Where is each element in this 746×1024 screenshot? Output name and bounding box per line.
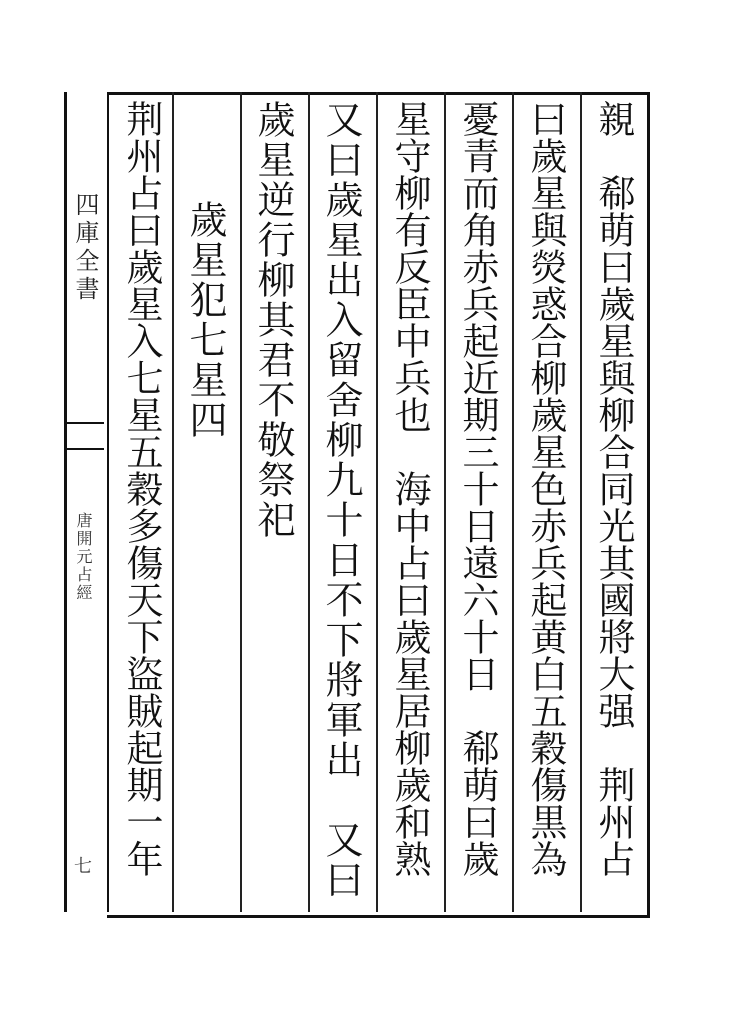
- text-frame-left-border: [107, 92, 109, 912]
- column-text: 星守柳有反臣中兵也 海中占曰歲星居柳歲和熟: [388, 100, 431, 877]
- text-column-1: [584, 100, 642, 910]
- page-number: 七: [74, 856, 92, 877]
- column-rule: [580, 92, 582, 912]
- fold-edge-line: [64, 92, 67, 912]
- section-heading: 歲星犯七星四: [183, 200, 227, 440]
- text-column-4: [380, 100, 438, 910]
- column-rule: [444, 92, 446, 912]
- fold-fishtail-mark: [64, 422, 104, 450]
- column-rule: [240, 92, 242, 912]
- text-column-6: [244, 100, 302, 910]
- column-text: 親 郗萌曰歲星與柳合同光其國將大强 荆州占: [592, 100, 635, 877]
- column-text: 曰歲星與熒惑合柳歲星色赤兵起黄白五穀傷黒為: [524, 100, 567, 877]
- column-text: 又曰歲星出入留舍柳九十日不下將軍出 又曰: [319, 100, 363, 900]
- fold-series-title: 四庫全書: [71, 192, 99, 304]
- column-rule: [376, 92, 378, 912]
- fold-margin: [64, 92, 106, 912]
- text-column-8: [112, 100, 170, 910]
- column-text: 荆州占曰歲星入七星五穀多傷天下盜賊起期一年: [120, 100, 163, 877]
- column-rule: [172, 92, 174, 912]
- text-column-5: [312, 100, 370, 910]
- column-rule: [512, 92, 514, 912]
- column-text: 憂青而角赤兵起近期三十日遠六十日 郗萌曰歲: [456, 100, 499, 877]
- book-title: 唐開元占經: [74, 512, 93, 602]
- column-text: 歲星逆行柳其君不敬祭祀: [251, 100, 295, 540]
- section-heading-column: [176, 200, 234, 1010]
- text-column-2: [516, 100, 574, 910]
- column-rule: [308, 92, 310, 912]
- text-column-3: [448, 100, 506, 910]
